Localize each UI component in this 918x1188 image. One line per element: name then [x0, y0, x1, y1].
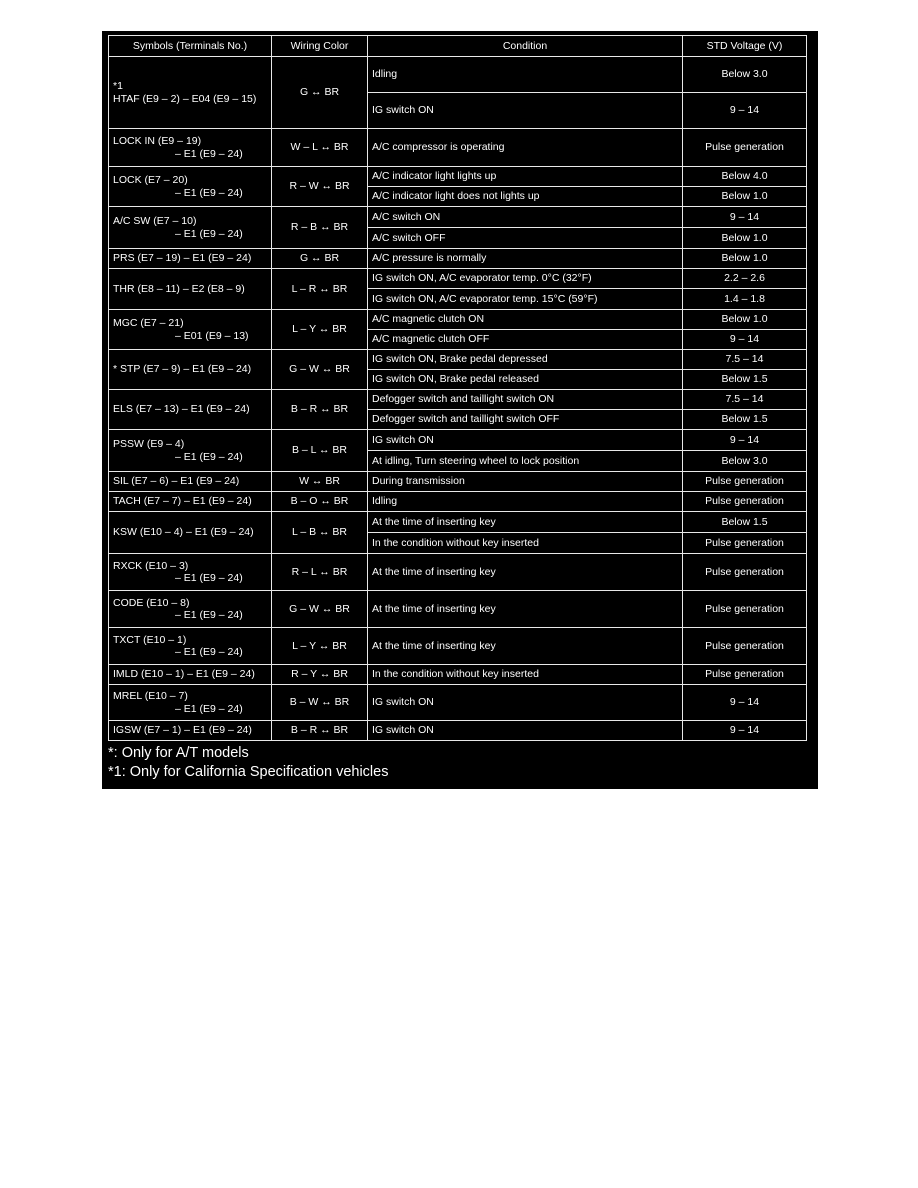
condition-cell: A/C magnetic clutch ON [368, 310, 683, 330]
symbol-cell [109, 269, 272, 310]
std-voltage-cell: Pulse generation [683, 665, 807, 685]
std-voltage-cell: 2.2 – 2.6 [683, 269, 807, 289]
std-voltage-cell: Below 1.0 [683, 228, 807, 249]
symbol-line: A/C SW (E7 – 10) [113, 215, 197, 228]
condition-cell: At idling, Turn steering wheel to lock position [368, 451, 683, 472]
std-voltage-cell: Below 3.0 [683, 57, 807, 93]
wiring-color-cell: W – L ↔ BR [272, 129, 368, 167]
std-voltage-cell: 9 – 14 [683, 93, 807, 129]
condition-cell: A/C indicator light does not lights up [368, 187, 683, 207]
symbol-line: RXCK (E10 – 3) [113, 559, 189, 572]
table-row [109, 167, 807, 187]
table-row [109, 129, 807, 167]
symbol-line: – E1 (E9 – 24) [175, 450, 243, 463]
symbol-line: ELS (E7 – 13) – E1 (E9 – 24) [113, 403, 250, 416]
symbol-line: LOCK IN (E9 – 19) [113, 135, 202, 148]
table-row [109, 512, 807, 533]
symbol-line: LOCK (E7 – 20) [113, 174, 188, 187]
wiring-color-cell: L – Y ↔ BR [272, 310, 368, 350]
symbol-line: TXCT (E10 – 1) [113, 633, 187, 646]
wiring-color-cell: B – L ↔ BR [272, 430, 368, 472]
symbol-cell [109, 57, 272, 129]
wiring-color-cell: R – L ↔ BR [272, 554, 368, 591]
condition-cell: Defogger switch and taillight switch OFF [368, 410, 683, 430]
std-voltage-cell: 9 – 14 [683, 207, 807, 228]
footnote-california: *1: Only for California Specification vehicles [108, 764, 389, 780]
symbol-cell [109, 167, 272, 207]
condition-cell: IG switch ON [368, 93, 683, 129]
table-row [109, 310, 807, 330]
wiring-color-cell: B – O ↔ BR [272, 492, 368, 512]
condition-cell: In the condition without key inserted [368, 533, 683, 554]
symbol-cell [109, 628, 272, 665]
std-voltage-cell: Pulse generation [683, 472, 807, 492]
symbol-line: MREL (E10 – 7) [113, 690, 188, 703]
symbol-line: TACH (E7 – 7) – E1 (E9 – 24) [113, 495, 252, 508]
symbol-line: IMLD (E10 – 1) – E1 (E9 – 24) [113, 668, 255, 681]
wiring-color-cell: G – W ↔ BR [272, 350, 368, 390]
std-voltage-cell: Below 1.0 [683, 310, 807, 330]
wiring-color-cell: R – Y ↔ BR [272, 665, 368, 685]
symbol-line: – E1 (E9 – 24) [175, 702, 243, 715]
header-std-voltage: STD Voltage (V) [683, 36, 807, 57]
symbol-cell [109, 554, 272, 591]
wiring-color-cell: L – Y ↔ BR [272, 628, 368, 665]
table-body [109, 57, 807, 741]
wiring-color-cell: G – W ↔ BR [272, 591, 368, 628]
std-voltage-cell: 9 – 14 [683, 721, 807, 741]
header-symbols: Symbols (Terminals No.) [109, 36, 272, 57]
condition-cell: IG switch ON [368, 430, 683, 451]
table-row [109, 628, 807, 665]
wiring-color-cell: B – W ↔ BR [272, 685, 368, 721]
symbol-line: PSSW (E9 – 4) [113, 438, 185, 451]
wiring-color-cell: L – B ↔ BR [272, 512, 368, 554]
std-voltage-cell: Pulse generation [683, 591, 807, 628]
symbol-cell [109, 350, 272, 390]
table-row [109, 269, 807, 289]
table-row [109, 430, 807, 451]
header-wiring-color: Wiring Color [272, 36, 368, 57]
symbol-cell [109, 685, 272, 721]
table-row [109, 492, 807, 512]
symbol-line: PRS (E7 – 19) – E1 (E9 – 24) [113, 252, 252, 265]
wiring-color-cell: R – B ↔ BR [272, 207, 368, 249]
condition-cell: A/C indicator light lights up [368, 167, 683, 187]
condition-cell: At the time of inserting key [368, 591, 683, 628]
symbol-line: SIL (E7 – 6) – E1 (E9 – 24) [113, 475, 240, 488]
symbol-line: *1 [113, 80, 123, 93]
std-voltage-cell: 9 – 14 [683, 430, 807, 451]
symbol-line: IGSW (E7 – 1) – E1 (E9 – 24) [113, 724, 252, 737]
wiring-color-cell: B – R ↔ BR [272, 721, 368, 741]
std-voltage-cell: Pulse generation [683, 533, 807, 554]
table-row [109, 57, 807, 93]
symbol-cell [109, 207, 272, 249]
table-row [109, 591, 807, 628]
std-voltage-cell: Below 1.5 [683, 512, 807, 533]
symbol-line: – E1 (E9 – 24) [175, 646, 243, 658]
condition-cell: Idling [368, 57, 683, 93]
table-row [109, 721, 807, 741]
condition-cell: IG switch ON, A/C evaporator temp. 15°C (59°F) [368, 289, 683, 310]
spec-panel [102, 31, 818, 789]
condition-cell: A/C pressure is normally [368, 249, 683, 269]
symbol-cell [109, 472, 272, 492]
std-voltage-cell: Pulse generation [683, 628, 807, 665]
wiring-color-cell: L – R ↔ BR [272, 269, 368, 310]
wiring-color-cell: W ↔ BR [272, 472, 368, 492]
symbol-line: – E1 (E9 – 24) [175, 147, 243, 160]
symbol-line: * STP (E7 – 9) – E1 (E9 – 24) [113, 363, 252, 376]
footnotes [108, 744, 806, 782]
table-row [109, 249, 807, 269]
symbol-cell [109, 512, 272, 554]
std-voltage-cell: Below 4.0 [683, 167, 807, 187]
condition-cell: At the time of inserting key [368, 628, 683, 665]
std-voltage-cell: Below 1.0 [683, 249, 807, 269]
symbol-cell [109, 721, 272, 741]
std-voltage-cell: 9 – 14 [683, 685, 807, 721]
std-voltage-cell: Pulse generation [683, 129, 807, 167]
symbol-cell [109, 310, 272, 350]
wiring-color-cell: B – R ↔ BR [272, 390, 368, 430]
table-row [109, 390, 807, 410]
std-voltage-cell: Below 3.0 [683, 451, 807, 472]
wiring-color-cell: G ↔ BR [272, 249, 368, 269]
std-voltage-cell: Below 1.5 [683, 370, 807, 390]
symbol-cell [109, 249, 272, 269]
table-row [109, 665, 807, 685]
std-voltage-cell: Below 1.5 [683, 410, 807, 430]
std-voltage-cell: 9 – 14 [683, 330, 807, 350]
condition-cell: A/C switch ON [368, 207, 683, 228]
std-voltage-cell: 7.5 – 14 [683, 390, 807, 410]
std-voltage-cell: Below 1.0 [683, 187, 807, 207]
condition-cell: A/C magnetic clutch OFF [368, 330, 683, 350]
symbol-line: MGC (E7 – 21) [113, 317, 184, 330]
footnote-at-models: *: Only for A/T models [108, 745, 249, 761]
symbol-cell [109, 591, 272, 628]
condition-cell: IG switch ON [368, 685, 683, 721]
symbol-line: – E1 (E9 – 24) [175, 227, 243, 240]
condition-cell: A/C switch OFF [368, 228, 683, 249]
condition-cell: At the time of inserting key [368, 512, 683, 533]
symbol-line: – E1 (E9 – 24) [175, 609, 243, 621]
symbol-cell [109, 665, 272, 685]
condition-cell: IG switch ON, A/C evaporator temp. 0°C (32°F) [368, 269, 683, 289]
condition-cell: In the condition without key inserted [368, 665, 683, 685]
symbol-line: – E01 (E9 – 13) [175, 329, 249, 342]
table-row [109, 207, 807, 228]
condition-cell: IG switch ON, Brake pedal released [368, 370, 683, 390]
condition-cell: IG switch ON, Brake pedal depressed [368, 350, 683, 370]
std-voltage-cell: 1.4 – 1.8 [683, 289, 807, 310]
symbol-cell [109, 390, 272, 430]
std-voltage-cell: 7.5 – 14 [683, 350, 807, 370]
wiring-color-cell: R – W ↔ BR [272, 167, 368, 207]
symbol-cell [109, 492, 272, 512]
condition-cell: A/C compressor is operating [368, 129, 683, 167]
condition-cell: At the time of inserting key [368, 554, 683, 591]
symbol-line: CODE (E10 – 8) [113, 596, 190, 609]
condition-cell: During transmission [368, 472, 683, 492]
std-voltage-cell: Pulse generation [683, 554, 807, 591]
symbol-cell [109, 430, 272, 472]
table-row [109, 685, 807, 721]
header-row [109, 36, 807, 57]
symbol-line: KSW (E10 – 4) – E1 (E9 – 24) [113, 526, 254, 539]
symbol-line: – E1 (E9 – 24) [175, 186, 243, 199]
wiring-color-cell: G ↔ BR [272, 57, 368, 129]
condition-cell: Defogger switch and taillight switch ON [368, 390, 683, 410]
table-row [109, 350, 807, 370]
symbol-line: HTAF (E9 – 2) – E04 (E9 – 15) [113, 92, 257, 105]
symbol-line: – E1 (E9 – 24) [175, 572, 243, 584]
terminal-voltage-table [108, 35, 807, 741]
symbol-cell [109, 129, 272, 167]
condition-cell: IG switch ON [368, 721, 683, 741]
header-condition: Condition [368, 36, 683, 57]
std-voltage-cell: Pulse generation [683, 492, 807, 512]
condition-cell: Idling [368, 492, 683, 512]
table-row [109, 554, 807, 591]
symbol-line: THR (E8 – 11) – E2 (E8 – 9) [113, 282, 245, 295]
table-row [109, 472, 807, 492]
